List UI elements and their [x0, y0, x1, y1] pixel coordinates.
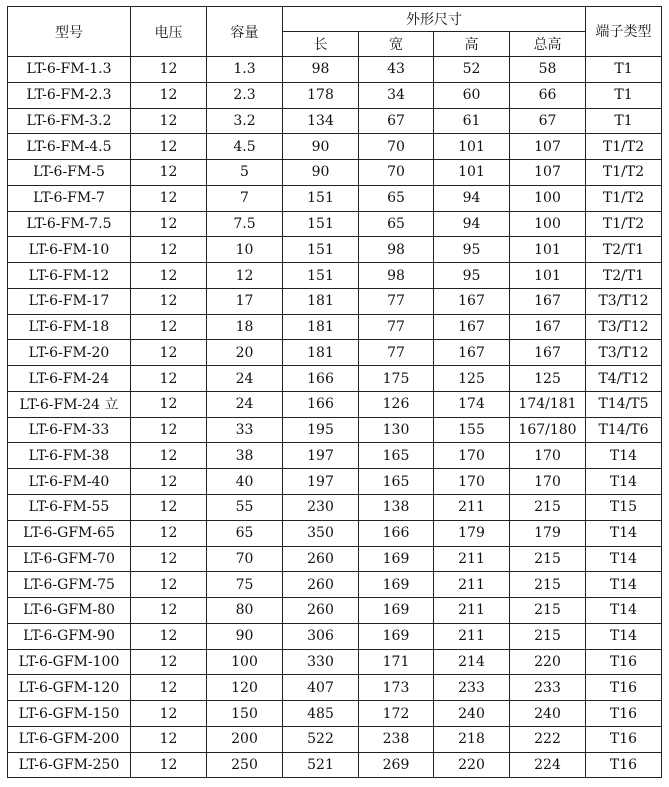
cell-total-height: 167	[510, 314, 586, 340]
cell-capacity: 24	[207, 391, 283, 417]
cell-model: LT-6-FM-24 立	[8, 391, 131, 417]
cell-width: 172	[359, 701, 434, 727]
cell-voltage: 12	[131, 134, 207, 160]
cell-model: LT-6-FM-5	[8, 160, 131, 186]
cell-model: LT-6-FM-7.5	[8, 211, 131, 237]
cell-height: 233	[434, 675, 510, 701]
cell-length: 151	[283, 185, 359, 211]
cell-width: 70	[359, 160, 434, 186]
cell-width: 34	[359, 82, 434, 108]
cell-length: 181	[283, 314, 359, 340]
cell-length: 350	[283, 520, 359, 546]
cell-terminal-type: T2/T1	[586, 237, 662, 263]
cell-capacity: 2.3	[207, 82, 283, 108]
cell-capacity: 65	[207, 520, 283, 546]
cell-height: 211	[434, 623, 510, 649]
cell-terminal-type: T4/T12	[586, 366, 662, 392]
cell-height: 179	[434, 520, 510, 546]
cell-model: LT-6-FM-40	[8, 469, 131, 495]
cell-height: 125	[434, 366, 510, 392]
cell-width: 169	[359, 598, 434, 624]
cell-total-height: 215	[510, 546, 586, 572]
header-voltage: 电压	[131, 7, 207, 57]
header-height: 高	[434, 32, 510, 57]
cell-length: 260	[283, 572, 359, 598]
table-row	[8, 391, 662, 417]
cell-voltage: 12	[131, 469, 207, 495]
cell-terminal-type: T2/T1	[586, 263, 662, 289]
cell-terminal-type: T3/T12	[586, 288, 662, 314]
table-row	[8, 340, 662, 366]
cell-capacity: 40	[207, 469, 283, 495]
cell-height: 61	[434, 108, 510, 134]
cell-capacity: 20	[207, 340, 283, 366]
cell-total-height: 215	[510, 623, 586, 649]
cell-total-height: 240	[510, 701, 586, 727]
cell-width: 269	[359, 752, 434, 778]
cell-model: LT-6-FM-1.3	[8, 57, 131, 83]
cell-width: 70	[359, 134, 434, 160]
table-row	[8, 598, 662, 624]
table-body	[8, 57, 662, 778]
cell-voltage: 12	[131, 366, 207, 392]
cell-width: 238	[359, 726, 434, 752]
cell-voltage: 12	[131, 520, 207, 546]
cell-total-height: 58	[510, 57, 586, 83]
cell-height: 94	[434, 211, 510, 237]
cell-height: 60	[434, 82, 510, 108]
cell-capacity: 7	[207, 185, 283, 211]
cell-model: LT-6-FM-20	[8, 340, 131, 366]
cell-model: LT-6-GFM-100	[8, 649, 131, 675]
cell-total-height: 220	[510, 649, 586, 675]
cell-voltage: 12	[131, 263, 207, 289]
cell-length: 195	[283, 417, 359, 443]
cell-terminal-type: T15	[586, 495, 662, 521]
cell-model: LT-6-GFM-65	[8, 520, 131, 546]
table-row	[8, 366, 662, 392]
cell-terminal-type: T16	[586, 726, 662, 752]
cell-capacity: 75	[207, 572, 283, 598]
cell-capacity: 4.5	[207, 134, 283, 160]
cell-length: 521	[283, 752, 359, 778]
header-dimensions: 外形尺寸	[283, 7, 586, 32]
cell-height: 170	[434, 469, 510, 495]
cell-terminal-type: T14	[586, 443, 662, 469]
table-row	[8, 675, 662, 701]
cell-terminal-type: T3/T12	[586, 340, 662, 366]
cell-width: 175	[359, 366, 434, 392]
cell-terminal-type: T1/T2	[586, 160, 662, 186]
cell-capacity: 24	[207, 366, 283, 392]
cell-width: 77	[359, 288, 434, 314]
cell-capacity: 7.5	[207, 211, 283, 237]
cell-model: LT-6-GFM-120	[8, 675, 131, 701]
cell-terminal-type: T14	[586, 546, 662, 572]
cell-voltage: 12	[131, 288, 207, 314]
cell-model: LT-6-FM-12	[8, 263, 131, 289]
cell-terminal-type: T16	[586, 752, 662, 778]
cell-terminal-type: T1	[586, 82, 662, 108]
cell-capacity: 38	[207, 443, 283, 469]
header-terminal-type: 端子类型	[586, 7, 662, 57]
cell-model: LT-6-GFM-150	[8, 701, 131, 727]
cell-capacity: 55	[207, 495, 283, 521]
cell-height: 211	[434, 598, 510, 624]
cell-capacity: 12	[207, 263, 283, 289]
table-row	[8, 57, 662, 83]
table-row	[8, 546, 662, 572]
cell-capacity: 200	[207, 726, 283, 752]
cell-terminal-type: T14	[586, 598, 662, 624]
cell-length: 178	[283, 82, 359, 108]
cell-width: 77	[359, 314, 434, 340]
cell-model: LT-6-FM-17	[8, 288, 131, 314]
cell-capacity: 33	[207, 417, 283, 443]
cell-length: 181	[283, 340, 359, 366]
cell-voltage: 12	[131, 82, 207, 108]
header-model: 型号	[8, 7, 131, 57]
cell-width: 171	[359, 649, 434, 675]
cell-voltage: 12	[131, 340, 207, 366]
cell-total-height: 101	[510, 237, 586, 263]
cell-height: 101	[434, 134, 510, 160]
cell-height: 155	[434, 417, 510, 443]
cell-capacity: 10	[207, 237, 283, 263]
cell-model: LT-6-FM-10	[8, 237, 131, 263]
cell-width: 43	[359, 57, 434, 83]
cell-terminal-type: T14/T6	[586, 417, 662, 443]
cell-height: 220	[434, 752, 510, 778]
cell-total-height: 170	[510, 443, 586, 469]
cell-capacity: 90	[207, 623, 283, 649]
cell-total-height: 66	[510, 82, 586, 108]
cell-model: LT-6-GFM-70	[8, 546, 131, 572]
cell-total-height: 174/181	[510, 391, 586, 417]
cell-voltage: 12	[131, 726, 207, 752]
cell-total-height: 107	[510, 134, 586, 160]
cell-voltage: 12	[131, 417, 207, 443]
cell-height: 211	[434, 546, 510, 572]
cell-height: 167	[434, 314, 510, 340]
cell-length: 485	[283, 701, 359, 727]
cell-length: 151	[283, 237, 359, 263]
cell-voltage: 12	[131, 752, 207, 778]
cell-height: 174	[434, 391, 510, 417]
cell-length: 260	[283, 598, 359, 624]
cell-model: LT-6-GFM-90	[8, 623, 131, 649]
cell-height: 214	[434, 649, 510, 675]
cell-model: LT-6-GFM-75	[8, 572, 131, 598]
cell-voltage: 12	[131, 675, 207, 701]
cell-model: LT-6-FM-24	[8, 366, 131, 392]
cell-width: 138	[359, 495, 434, 521]
table-row	[8, 649, 662, 675]
table-row	[8, 211, 662, 237]
cell-length: 306	[283, 623, 359, 649]
cell-height: 94	[434, 185, 510, 211]
cell-total-height: 233	[510, 675, 586, 701]
cell-voltage: 12	[131, 443, 207, 469]
table-row	[8, 726, 662, 752]
table-row	[8, 82, 662, 108]
cell-total-height: 179	[510, 520, 586, 546]
cell-width: 77	[359, 340, 434, 366]
cell-total-height: 215	[510, 572, 586, 598]
cell-length: 166	[283, 391, 359, 417]
cell-terminal-type: T1	[586, 108, 662, 134]
cell-voltage: 12	[131, 185, 207, 211]
cell-height: 170	[434, 443, 510, 469]
cell-total-height: 215	[510, 598, 586, 624]
cell-length: 197	[283, 469, 359, 495]
cell-terminal-type: T1/T2	[586, 211, 662, 237]
cell-width: 165	[359, 469, 434, 495]
battery-spec-table	[7, 6, 662, 778]
cell-voltage: 12	[131, 211, 207, 237]
cell-terminal-type: T1	[586, 57, 662, 83]
header-width: 宽	[359, 32, 434, 57]
cell-terminal-type: T14/T5	[586, 391, 662, 417]
header-length: 长	[283, 32, 359, 57]
cell-capacity: 250	[207, 752, 283, 778]
cell-height: 218	[434, 726, 510, 752]
cell-width: 166	[359, 520, 434, 546]
cell-height: 240	[434, 701, 510, 727]
cell-height: 95	[434, 263, 510, 289]
cell-terminal-type: T16	[586, 649, 662, 675]
cell-voltage: 12	[131, 572, 207, 598]
cell-total-height: 215	[510, 495, 586, 521]
cell-width: 65	[359, 185, 434, 211]
cell-length: 166	[283, 366, 359, 392]
cell-height: 101	[434, 160, 510, 186]
cell-model: LT-6-GFM-200	[8, 726, 131, 752]
cell-total-height: 101	[510, 263, 586, 289]
cell-width: 169	[359, 572, 434, 598]
cell-voltage: 12	[131, 237, 207, 263]
cell-terminal-type: T1/T2	[586, 134, 662, 160]
cell-model: LT-6-FM-7	[8, 185, 131, 211]
cell-total-height: 222	[510, 726, 586, 752]
table-row	[8, 417, 662, 443]
cell-length: 151	[283, 211, 359, 237]
cell-length: 151	[283, 263, 359, 289]
cell-voltage: 12	[131, 546, 207, 572]
cell-length: 522	[283, 726, 359, 752]
cell-length: 90	[283, 160, 359, 186]
table-row	[8, 160, 662, 186]
cell-total-height: 170	[510, 469, 586, 495]
cell-total-height: 100	[510, 185, 586, 211]
cell-terminal-type: T1/T2	[586, 185, 662, 211]
cell-width: 169	[359, 546, 434, 572]
cell-length: 260	[283, 546, 359, 572]
table-row	[8, 134, 662, 160]
cell-width: 173	[359, 675, 434, 701]
cell-total-height: 167	[510, 288, 586, 314]
cell-width: 130	[359, 417, 434, 443]
cell-height: 95	[434, 237, 510, 263]
table-row	[8, 572, 662, 598]
cell-terminal-type: T3/T12	[586, 314, 662, 340]
cell-capacity: 80	[207, 598, 283, 624]
cell-model: LT-6-FM-2.3	[8, 82, 131, 108]
cell-terminal-type: T14	[586, 572, 662, 598]
cell-length: 330	[283, 649, 359, 675]
cell-voltage: 12	[131, 391, 207, 417]
cell-total-height: 167	[510, 340, 586, 366]
table-row	[8, 443, 662, 469]
cell-width: 98	[359, 237, 434, 263]
cell-model: LT-6-FM-4.5	[8, 134, 131, 160]
table-row	[8, 314, 662, 340]
cell-model: LT-6-FM-33	[8, 417, 131, 443]
cell-width: 169	[359, 623, 434, 649]
table-row	[8, 108, 662, 134]
cell-length: 134	[283, 108, 359, 134]
cell-capacity: 3.2	[207, 108, 283, 134]
cell-total-height: 107	[510, 160, 586, 186]
cell-width: 98	[359, 263, 434, 289]
cell-voltage: 12	[131, 160, 207, 186]
cell-height: 167	[434, 340, 510, 366]
header-total-height: 总高	[510, 32, 586, 57]
cell-voltage: 12	[131, 649, 207, 675]
cell-capacity: 100	[207, 649, 283, 675]
cell-terminal-type: T14	[586, 520, 662, 546]
cell-voltage: 12	[131, 314, 207, 340]
cell-height: 211	[434, 572, 510, 598]
table-row	[8, 469, 662, 495]
cell-voltage: 12	[131, 701, 207, 727]
table-row	[8, 237, 662, 263]
cell-height: 211	[434, 495, 510, 521]
cell-total-height: 125	[510, 366, 586, 392]
cell-width: 65	[359, 211, 434, 237]
cell-model: LT-6-FM-3.2	[8, 108, 131, 134]
cell-total-height: 167/180	[510, 417, 586, 443]
cell-width: 126	[359, 391, 434, 417]
cell-capacity: 18	[207, 314, 283, 340]
cell-length: 98	[283, 57, 359, 83]
cell-length: 197	[283, 443, 359, 469]
cell-terminal-type: T16	[586, 701, 662, 727]
cell-model: LT-6-FM-55	[8, 495, 131, 521]
cell-height: 52	[434, 57, 510, 83]
table-row	[8, 288, 662, 314]
cell-total-height: 224	[510, 752, 586, 778]
cell-width: 165	[359, 443, 434, 469]
cell-voltage: 12	[131, 57, 207, 83]
cell-capacity: 150	[207, 701, 283, 727]
cell-total-height: 100	[510, 211, 586, 237]
cell-length: 90	[283, 134, 359, 160]
cell-voltage: 12	[131, 598, 207, 624]
cell-capacity: 1.3	[207, 57, 283, 83]
cell-total-height: 67	[510, 108, 586, 134]
header-capacity: 容量	[207, 7, 283, 57]
cell-terminal-type: T14	[586, 469, 662, 495]
cell-length: 407	[283, 675, 359, 701]
cell-model: LT-6-GFM-250	[8, 752, 131, 778]
table-row	[8, 495, 662, 521]
cell-capacity: 17	[207, 288, 283, 314]
table-row	[8, 701, 662, 727]
cell-width: 67	[359, 108, 434, 134]
table-row	[8, 263, 662, 289]
cell-model: LT-6-FM-18	[8, 314, 131, 340]
cell-model: LT-6-GFM-80	[8, 598, 131, 624]
cell-length: 181	[283, 288, 359, 314]
cell-terminal-type: T14	[586, 623, 662, 649]
cell-voltage: 12	[131, 623, 207, 649]
cell-voltage: 12	[131, 495, 207, 521]
table-row	[8, 752, 662, 778]
cell-capacity: 70	[207, 546, 283, 572]
cell-capacity: 5	[207, 160, 283, 186]
table-row	[8, 520, 662, 546]
cell-length: 230	[283, 495, 359, 521]
cell-terminal-type: T16	[586, 675, 662, 701]
cell-model: LT-6-FM-38	[8, 443, 131, 469]
table-row	[8, 185, 662, 211]
cell-capacity: 120	[207, 675, 283, 701]
table-row	[8, 623, 662, 649]
cell-voltage: 12	[131, 108, 207, 134]
cell-height: 167	[434, 288, 510, 314]
